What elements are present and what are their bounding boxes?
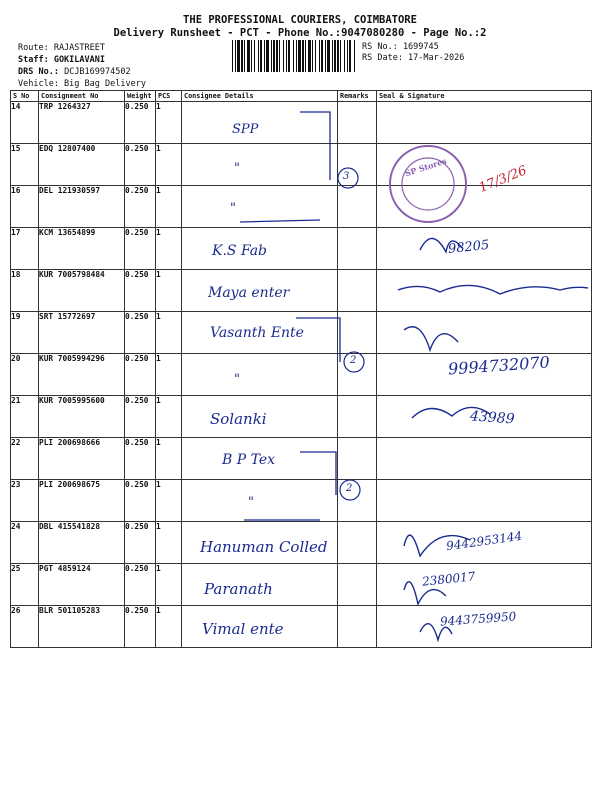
- drs-label: DRS No.:: [18, 67, 59, 77]
- row-weight: 0.250: [125, 270, 156, 312]
- row-consignment: BLR 501105283: [39, 606, 125, 648]
- seal-stamp: [390, 146, 466, 222]
- row-pcs: 1: [156, 144, 182, 186]
- row-consignment: PGT 4859124: [39, 564, 125, 606]
- row-sno: 26: [11, 606, 39, 648]
- row-sno: 22: [11, 438, 39, 480]
- col-consignee: Consignee Details: [182, 91, 338, 102]
- row-weight: 0.250: [125, 354, 156, 396]
- row-consignment: DEL 121930597: [39, 186, 125, 228]
- staff-label: Staff: GOKILAVANI: [18, 55, 105, 65]
- row-pcs: 1: [156, 438, 182, 480]
- col-seal-signature: Seal & Signature: [377, 91, 592, 102]
- row-sno: 17: [11, 228, 39, 270]
- vehicle-label: Vehicle: Big Bag Delivery: [18, 79, 146, 89]
- row-pcs: 1: [156, 606, 182, 648]
- signature-handwriting: 9994732070: [447, 352, 551, 379]
- row-pcs: 1: [156, 312, 182, 354]
- consignee-handwriting: ": [234, 372, 240, 387]
- rs-number: RS No.: 1699745: [362, 42, 439, 52]
- drs-value: DCJB169974502: [64, 67, 131, 77]
- col-pcs: PCS: [156, 91, 182, 102]
- bracket-stroke: [300, 112, 330, 180]
- row-sno: 18: [11, 270, 39, 312]
- consignee-handwriting: Maya enter: [208, 285, 290, 301]
- row-sno: 23: [11, 480, 39, 522]
- row-pcs: 1: [156, 564, 182, 606]
- consignee-handwriting: ": [248, 495, 254, 510]
- row-weight: 0.250: [125, 144, 156, 186]
- row-pcs: 1: [156, 396, 182, 438]
- row-pcs: 1: [156, 102, 182, 144]
- row-consignment: DBL 415541828: [39, 522, 125, 564]
- signature-handwriting: 9443759950: [439, 609, 517, 629]
- row-pcs: 1: [156, 480, 182, 522]
- bracket-stroke: [300, 452, 336, 495]
- col-remarks: Remarks: [338, 91, 377, 102]
- signature-handwriting: 43989: [469, 408, 516, 428]
- route-label: Route: RAJASTREET: [18, 43, 105, 53]
- row-consignment: SRT 15772697: [39, 312, 125, 354]
- consignee-handwriting: Vimal ente: [202, 620, 284, 638]
- consignee-handwriting: SPP: [232, 122, 259, 137]
- row-sno: 20: [11, 354, 39, 396]
- signature-handwriting: 2380017: [421, 569, 477, 589]
- row-sno: 21: [11, 396, 39, 438]
- col-sno: S No: [11, 91, 39, 102]
- row-consignment: TRP 1264327: [39, 102, 125, 144]
- row-pcs: 1: [156, 354, 182, 396]
- row-weight: 0.250: [125, 186, 156, 228]
- row-sno: 14: [11, 102, 39, 144]
- company-title: THE PROFESSIONAL COURIERS, COIMBATORE: [183, 14, 417, 26]
- row-pcs: 1: [156, 522, 182, 564]
- runsheet-subtitle: Delivery Runsheet - PCT - Phone No.:9047080280 - Page No.:2: [113, 27, 487, 39]
- row-weight: 0.250: [125, 438, 156, 480]
- row-consignment: KCM 13654899: [39, 228, 125, 270]
- row-weight: 0.250: [125, 312, 156, 354]
- rs-date: RS Date: 17-Mar-2026: [362, 53, 465, 63]
- consignee-handwriting: Paranath: [204, 580, 273, 598]
- row-sno: 16: [11, 186, 39, 228]
- row-pcs: 1: [156, 270, 182, 312]
- row-weight: 0.250: [125, 522, 156, 564]
- consignee-handwriting: ": [234, 161, 240, 176]
- bracket-stroke: [240, 220, 320, 222]
- signature-handwriting: 98205: [447, 237, 491, 258]
- row-consignment: PLI 200698666: [39, 438, 125, 480]
- seal-text: SP Stores: [403, 155, 448, 179]
- remark-number: 3: [343, 171, 350, 182]
- row-consignment: PLI 200698675: [39, 480, 125, 522]
- consignee-handwriting: B P Tex: [222, 452, 276, 468]
- bracket-stroke: [296, 318, 340, 362]
- row-pcs: 1: [156, 186, 182, 228]
- row-weight: 0.250: [125, 480, 156, 522]
- consignee-handwriting: Solanki: [210, 410, 267, 428]
- row-consignment: KUR 7005994296: [39, 354, 125, 396]
- row-sno: 25: [11, 564, 39, 606]
- row-sno: 24: [11, 522, 39, 564]
- row-weight: 0.250: [125, 396, 156, 438]
- row-sno: 19: [11, 312, 39, 354]
- col-weight: Weight: [125, 91, 156, 102]
- remark-number: 2: [350, 355, 357, 366]
- remark-number: 2: [346, 483, 353, 494]
- row-sno: 15: [11, 144, 39, 186]
- consignee-handwriting: Hanuman Colled: [200, 538, 328, 556]
- consignee-handwriting: Vasanth Ente: [210, 325, 304, 341]
- row-weight: 0.250: [125, 102, 156, 144]
- row-consignment: KUR 7005995600: [39, 396, 125, 438]
- row-weight: 0.250: [125, 606, 156, 648]
- signature-squiggle: [404, 327, 458, 350]
- row-consignment: EDQ 12807400: [39, 144, 125, 186]
- row-weight: 0.250: [125, 564, 156, 606]
- row-weight: 0.250: [125, 228, 156, 270]
- signature-handwriting: 9442953144: [445, 528, 523, 554]
- signature-handwriting: 17/3/26: [477, 163, 530, 196]
- row-pcs: 1: [156, 228, 182, 270]
- consignee-handwriting: ": [230, 201, 236, 216]
- col-consignment: Consignment No: [39, 91, 125, 102]
- signature-squiggle: [398, 285, 588, 294]
- consignee-handwriting: K.S Fab: [212, 243, 268, 259]
- row-consignment: KUR 7005798484: [39, 270, 125, 312]
